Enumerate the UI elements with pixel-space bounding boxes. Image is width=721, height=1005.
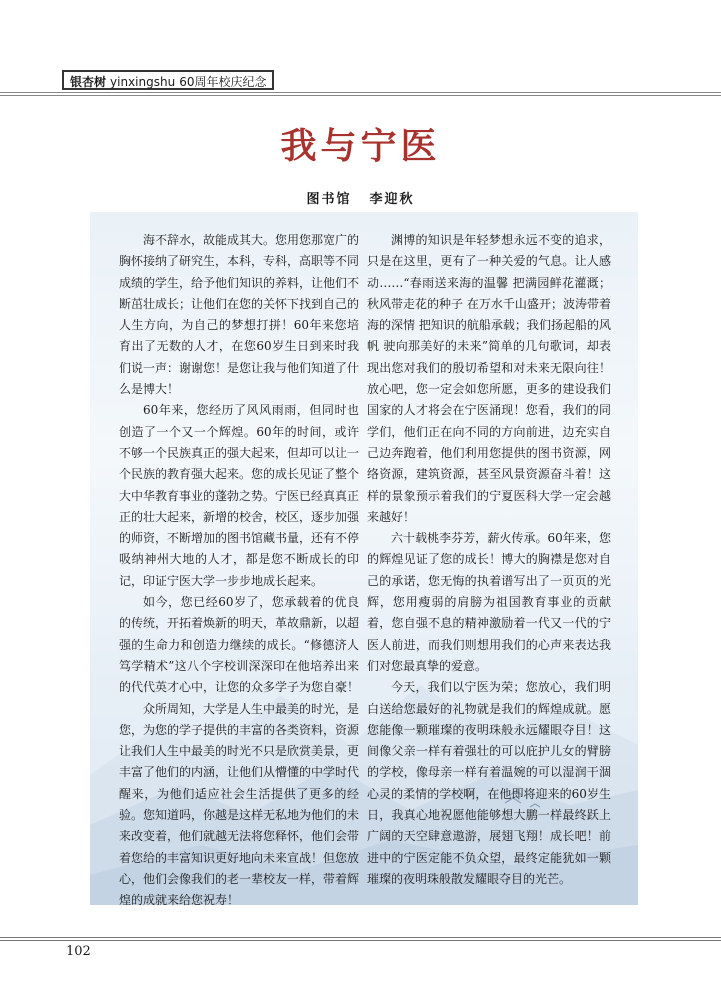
page-number: 102 [66, 944, 91, 959]
paragraph: 渊博的知识是年轻梦想永远不变的追求，只是在这里，更有了一种关爱的气息。让人感动……“春雨送来海的温馨 把满园鲜花灌溉；秋风带走花的种子 在万水千山盛开；波涛带着海的深情 把知识的航船承载；我们扬起船的风帆 驶向那美好的未来”简单的几句歌词，却表现出您对我们的殷切希望和对未来无限向往！放心吧，您一定会如您所愿，更多的建设我们国家的人才将会在宁医涌现！您看，我们的同学们，他们正在向不同的方向前进，边充实自己边奔跑着，他们利用您提供的图书资源，网络资源，建筑资源，甚至风景资源奋斗着！这样的景象预示着我们的宁夏医科大学一定会越来越好！ [367, 233, 611, 524]
paragraph: 今天，我们以宁医为荣；您放心，我们明白送给您最好的礼物就是我们的辉煌成就。愿您能像一颗璀璨的夜明珠般永远耀眼夺目！这间像父亲一样有着强壮的可以庇护儿女的臂膀的学校，像母亲一样有着温婉的可以湿润干涸心灵的柔情的学校啊，在他即将迎来的60岁生日，我真心地祝愿他能够想大鹏一样最终跃上广阔的天空肆意遨游，展翅飞翔！成长吧！前进中的宁医定能不负众望，最终定能犹如一颗璀璨的夜明珠般散发耀眼夺目的光芒。 [367, 680, 611, 886]
paragraph: 众所周知，大学是人生中最美的时光，是您，为您的学子提供的丰富的各类资料，资源让我们人生中最美的时光不只是欣赏美景，更丰富了他们的内涵，让他们从懵懂的中学时代醒来，为他们适应社会生活提供了更多的经验。您知道吗，你越是这样无私地为他们的未来改变着，他们就越无法将您释怀，他们会带着您给的丰富知识更好地向未来宣战！但您放心，他们会像我们的老一辈校友一样，带着辉煌的成就来给您祝寿！ [119, 701, 360, 908]
author-department: 图书馆 [306, 192, 352, 207]
header-rule-top [0, 92, 721, 93]
author-name: 李迎秋 [369, 192, 415, 207]
article-byline [0, 188, 721, 207]
paragraph: 海不辞水，故能成其大。您用您那宽广的胸怀接纳了研究生，本科，专科，高职等不同成绩的学生，给予他们知识的养料，让他们不断茁壮成长；让他们在您的关怀下找到自己的人生方向，为自己的梦想打拼！60年来您培育出了无数的人才，在您60岁生日到来时我们说一声：谢谢您！是您让我与他们知道了什么是博大！ [119, 233, 360, 397]
journal-name: 银杏树 [70, 75, 107, 89]
paragraph: 六十载桃李芬芳，薪火传承。60年来，您的辉煌见证了您的成长！博大的胸襟是您对自己的承诺，您无悔的执着谱写出了一页页的光辉，您用瘦弱的肩膀为祖国教育事业的贡献着，您自强不息的精神激励着一代又一代的宁医人前进，而我们则想用我们的心声来表达我们对您最真挚的爱意。 [367, 531, 611, 673]
article-column-right [367, 230, 611, 890]
journal-header-label [62, 70, 274, 90]
footer-rule-top [0, 937, 721, 938]
anniversary-label: 60周年校庆纪念 [179, 75, 267, 89]
article-title: 我与宁医 [280, 125, 441, 167]
footer-rule-bottom [0, 940, 721, 941]
paragraph: 60年来，您经历了风风雨雨，但同时也创造了一个又一个辉煌。60年的时间，或许不够一个民族真正的强大起来，但却可以让一个民族的教育强大起来。您的成长见证了整个大中华教育事业的蓬勃之势。宁医已经真真正正的壮大起来，新增的校舍，校区，逐步加强的师资，不断增加的图书馆藏书量，还有不停吸纳神州大地的人才，都是您不断成长的印记，印证宁医大学一步步地成长起来。 [119, 403, 360, 588]
header-rule-bottom [0, 95, 721, 96]
journal-latin-name: yinxingshu [110, 75, 176, 89]
paragraph: 如今，您已经60岁了，您承载着的优良的传统，开拓着焕新的明天，革故鼎新，以超强的生命力和创造力继续的成长。“修德济人 笃学精术”这八个字校训深深印在他培养出来的代代英才心中，让您的众多学子为您自豪！ [119, 595, 360, 695]
article-column-left [119, 230, 359, 912]
